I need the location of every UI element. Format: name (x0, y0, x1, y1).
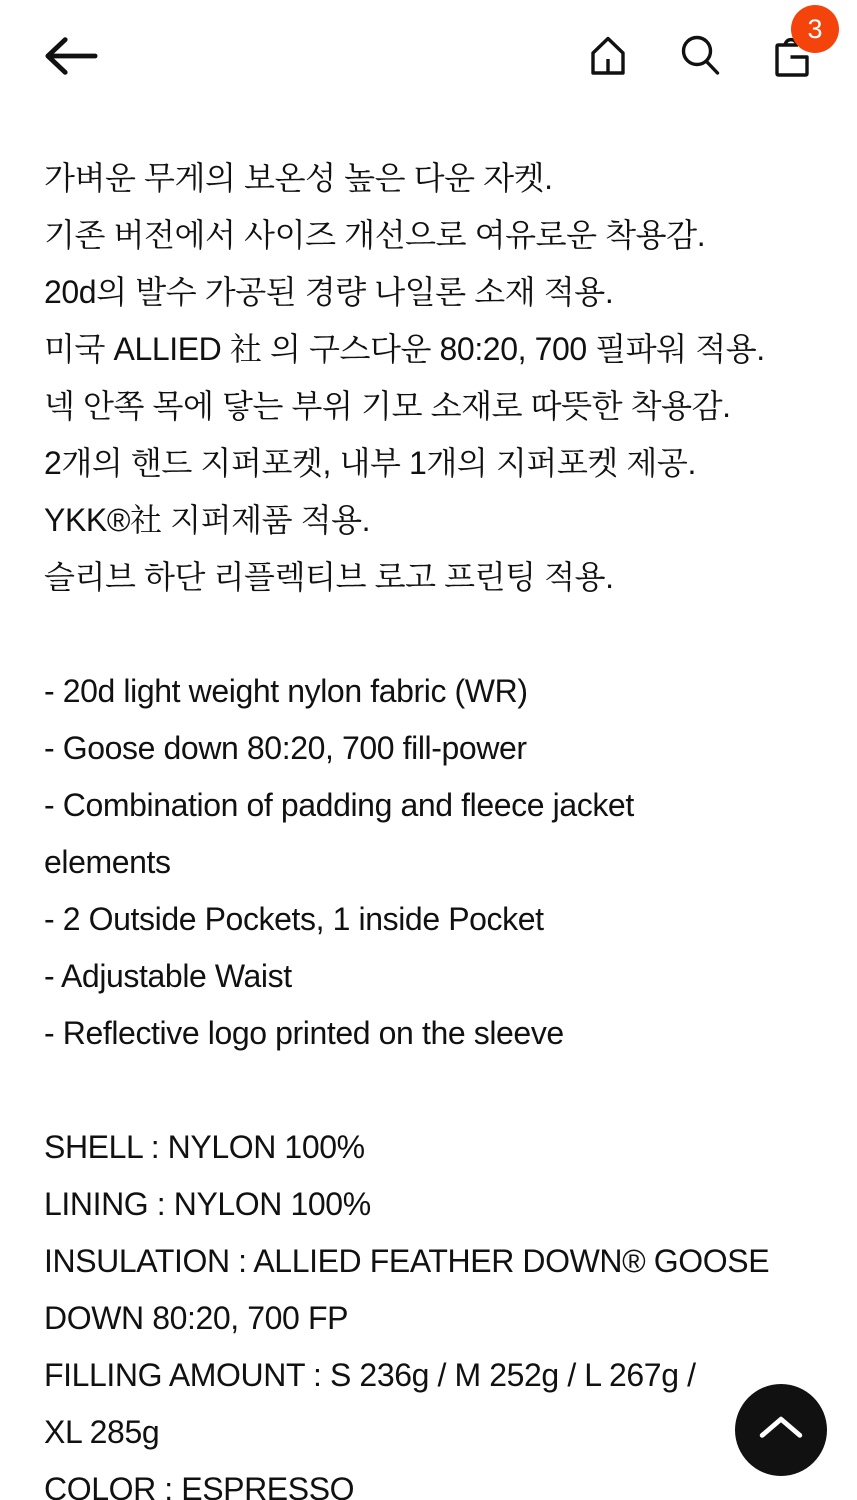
feature-line-en: elements (44, 844, 171, 880)
description-line-ko: 기존 버전에서 사이즈 개선으로 여유로운 착용감. (44, 217, 706, 253)
search-button[interactable] (676, 32, 724, 80)
description-line-ko: 가벼운 무게의 보온성 높은 다운 자켓. (44, 160, 553, 196)
feature-line-en: - Combination of padding and fleece jacket (44, 787, 634, 823)
feature-line-en: - Goose down 80:20, 700 fill-power (44, 730, 527, 766)
home-icon (586, 33, 630, 77)
cart-count-label: 3 (807, 13, 823, 44)
spec-line: FILLING AMOUNT : S 236g / M 252g / L 267g / (44, 1357, 696, 1393)
description-line-ko: 20d의 발수 가공된 경량 나일론 소재 적용. (44, 274, 614, 310)
paragraph-spacer (44, 606, 813, 663)
description-line-ko: 2개의 핸드 지퍼포켓, 내부 1개의 지퍼포켓 제공. (44, 445, 696, 481)
scroll-to-top-button[interactable] (735, 1384, 827, 1476)
product-description (44, 150, 813, 1500)
cart-count-badge[interactable] (791, 5, 839, 53)
spec-line: INSULATION : ALLIED FEATHER DOWN® GOOSE (44, 1243, 770, 1279)
description-line-ko: 슬리브 하단 리플렉티브 로고 프린팅 적용. (44, 559, 614, 595)
paragraph-spacer (44, 1062, 813, 1119)
chevron-up-icon (758, 1420, 804, 1440)
back-arrow-icon (44, 36, 98, 76)
search-icon (676, 32, 724, 80)
feature-line-en: - 20d light weight nylon fabric (WR) (44, 673, 528, 709)
spec-line: XL 285g (44, 1414, 160, 1450)
back-button[interactable] (44, 36, 98, 76)
home-button[interactable] (586, 33, 630, 77)
feature-line-en: - 2 Outside Pockets, 1 inside Pocket (44, 901, 544, 937)
description-line-ko: 미국 ALLIED 社 의 구스다운 80:20, 700 필파워 적용. (44, 331, 765, 367)
spec-line: COLOR : ESPRESSO (44, 1471, 355, 1500)
description-line-ko: 넥 안쪽 목에 닿는 부위 기모 소재로 따뜻한 착용감. (44, 388, 731, 424)
spec-line: LINING : NYLON 100% (44, 1186, 371, 1222)
spec-line: DOWN 80:20, 700 FP (44, 1300, 349, 1336)
feature-line-en: - Adjustable Waist (44, 958, 292, 994)
feature-line-en: - Reflective logo printed on the sleeve (44, 1015, 564, 1051)
description-line-ko: YKK®社 지퍼제품 적용. (44, 502, 371, 538)
spec-line: SHELL : NYLON 100% (44, 1129, 365, 1165)
